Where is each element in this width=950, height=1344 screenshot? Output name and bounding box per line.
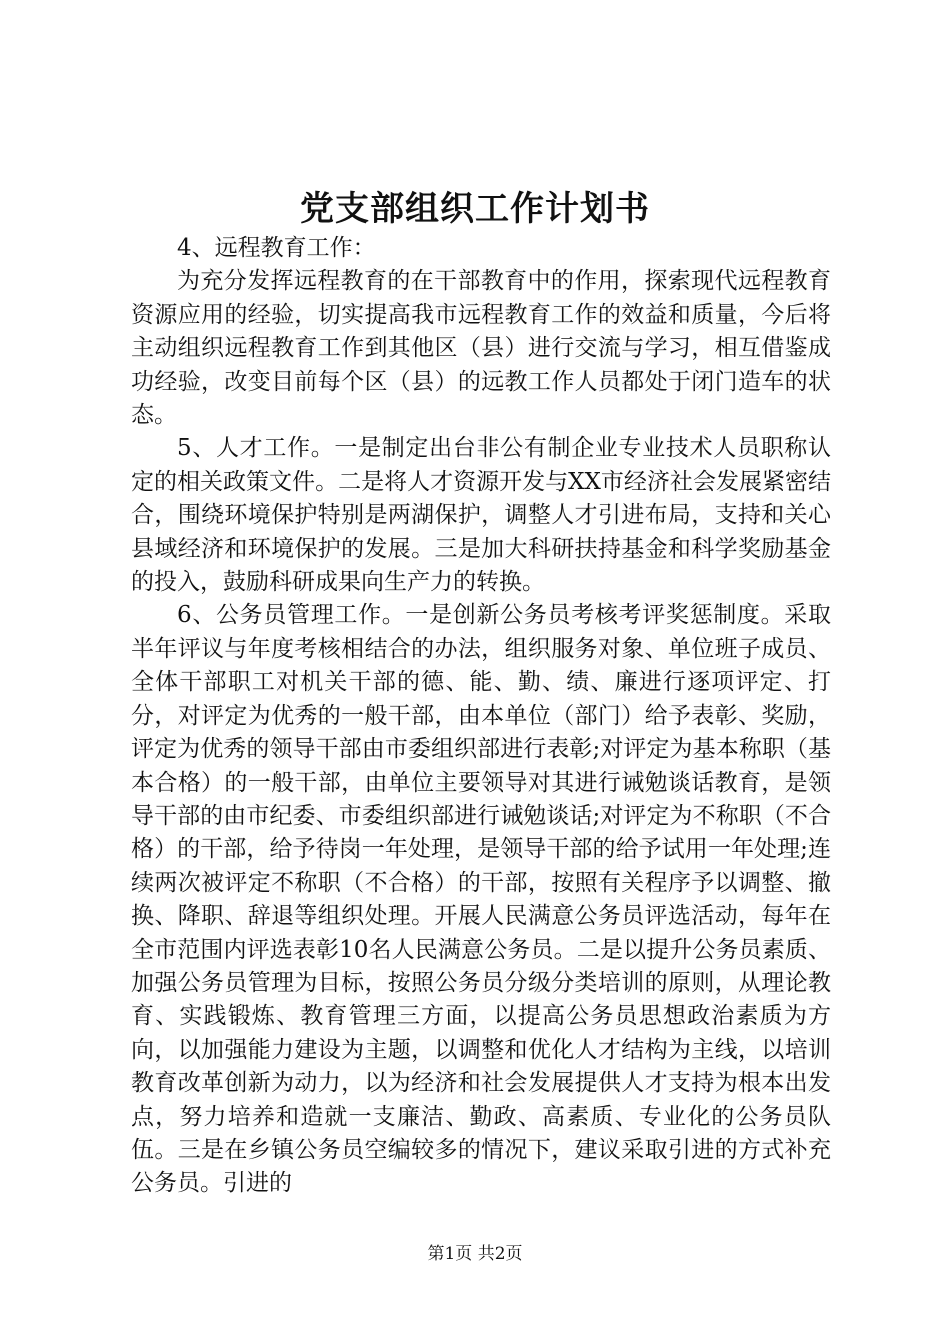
paragraph-section-4-heading: 4、远程教育工作： (177, 235, 376, 261)
paragraph-civil-servant-management: 6、公务员管理工作。一是创新公务员考核考评奖惩制度。采取半年评议与年度考核相结合的办法，组织服务对象、单位班子成员、全体干部职工对机关干部的德、能、勤、绩、廉进行逐项评定、打分，对评定为优秀的一般干部，由本单位（部门）给予表彰、奖励，评定为优秀的领导干部由市委组织部进行表彰;对评定为基本称职（基本合格）的一般干部，由单位主要领导对其进行诫勉谈话教育，是领导干部的由市纪委、市委组织部进行诫勉谈话;对评定为不称职（不合格）的干部，给予待岗一年处理，是领导干部的给予试用一年处理;连续两次被评定不称职（不合格）的干部，按照有关程序予以调整、撤换、降职、辞退等组织处理。开展人民满意公务员评选活动，每年在全市范围内评选表彰10名人民满意公务员。二是以提升公务员素质、加强公务员管理为目标，按照公务员分级分类培训的原则，从理论教育、实践锻炼、教育管理三方面，以提高公务员思想政治素质为方向，以加强能力建设为主题，以调整和优化人才结构为主线，以培训教育改革创新为动力，以为经济和社会发展提供人才支持为根本出发点，努力培养和造就一支廉洁、勤政、高素质、专业化的公务员队伍。三是在乡镇公务员空编较多的情况下，建议采取引进的方式补充公务员。引进的 (131, 602, 831, 1197)
page-number-footer: 第1页 共2页 (427, 1244, 523, 1264)
document-body (131, 232, 831, 1201)
document-title: 党支部组织工作计划书 (300, 189, 650, 229)
paragraph-remote-education: 为充分发挥远程教育的在干部教育中的作用，探索现代远程教育资源应用的经验，切实提高我市远程教育工作的效益和质量，今后将主动组织远程教育工作到其他区（县）进行交流与学习，相互借鉴成功经验，改变目前每个区（县）的远教工作人员都处于闭门造车的状态。 (131, 268, 831, 429)
paragraph-talent-work: 5、人才工作。一是制定出台非公有制企业专业技术人员职称认定的相关政策文件。二是将人才资源开发与XX市经济社会发展紧密结合，围绕环境保护特别是两湖保护，调整人才引进布局，支持和关心县域经济和环境保护的发展。三是加大科研扶持基金和科学奖励基金的投入，鼓励科研成果向生产力的转换。 (131, 435, 831, 596)
